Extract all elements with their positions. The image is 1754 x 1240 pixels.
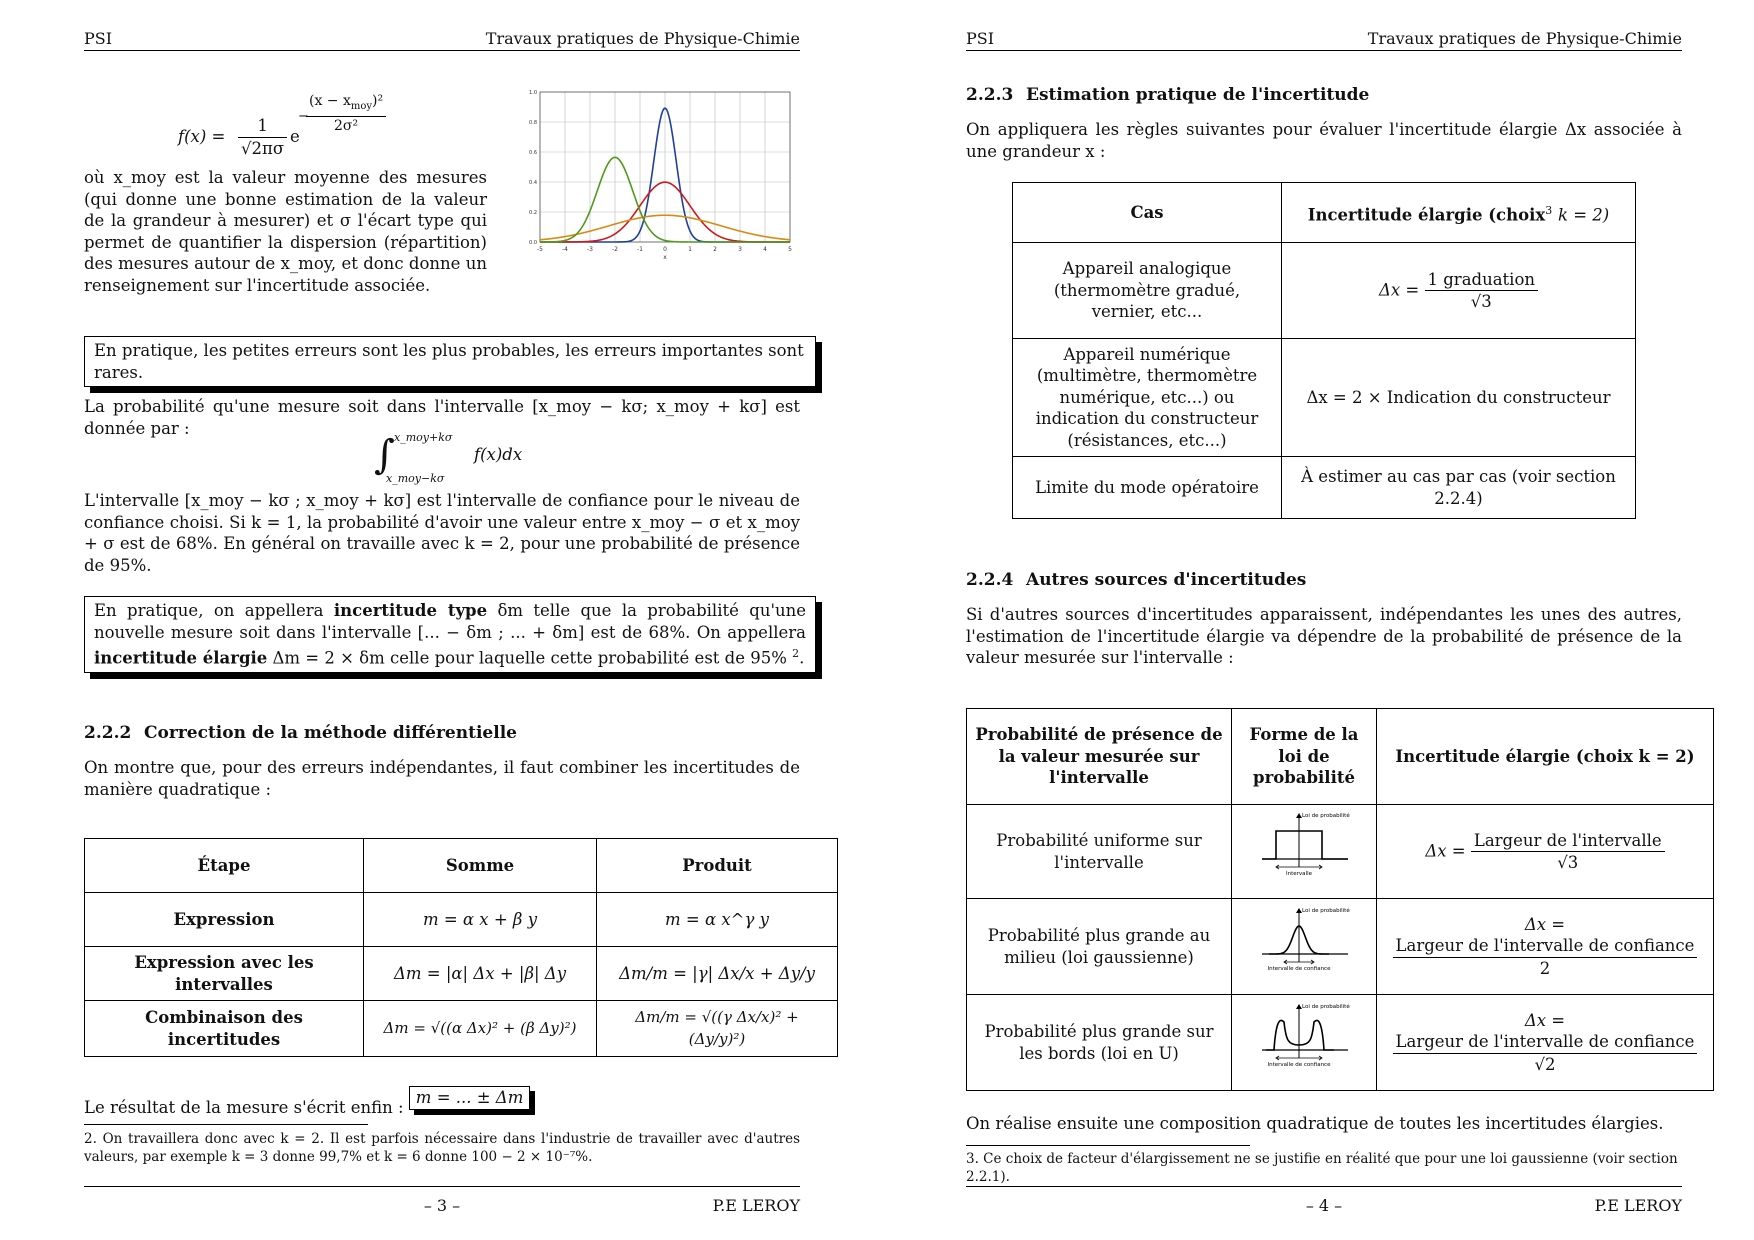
y-tick-label: 1.0 xyxy=(529,90,537,96)
table-cell: Expression xyxy=(85,893,364,947)
icon-top-label: Loi de probabilité xyxy=(1302,1003,1350,1010)
y-tick-label: 0.2 xyxy=(529,210,537,216)
table-row xyxy=(1013,183,1636,243)
running-foot xyxy=(84,1186,800,1215)
page-number: – 3 – xyxy=(423,1196,461,1215)
table-cell: À estimer au cas par cas (voir section 2.2.4) xyxy=(1282,457,1636,519)
table-cell: Δm = √((α Δx)² + (β Δy)²) xyxy=(364,1001,597,1057)
page-4 xyxy=(966,0,1695,1240)
table-header: Forme de la loi de probabilité xyxy=(1232,709,1377,805)
x-tick-label: -4 xyxy=(562,246,568,253)
icon-curve xyxy=(1266,1020,1334,1050)
formula-fraction: $\frac{1}{√2\pi\sigma}$ xyxy=(238,115,287,159)
footer-author: P.E LEROY xyxy=(712,1196,800,1215)
table-cell: Appareil numérique (multimètre, thermomètre numérique, etc...) ou indication du constructeur (résistances, etc...) xyxy=(1013,339,1282,457)
x-tick-label: 4 xyxy=(763,246,767,253)
exponent-fraction: $(x - x_{moy})^2$ 2σ² xyxy=(306,92,386,136)
x-tick-label: 1 xyxy=(688,246,692,253)
table-cell: Limite du mode opératoire xyxy=(1013,457,1282,519)
header-title: Travaux pratiques de Physique-Chimie xyxy=(485,29,800,48)
table-header: Incertitude élargie (choix k = 2) xyxy=(1377,709,1714,805)
table-cell: m = α x^γ y xyxy=(597,893,838,947)
rules-paragraph: On appliquera les règles suivantes pour évaluer l'incertitude élargie Δx associée à une grandeur x : xyxy=(966,120,1682,161)
table-cell: Δx = $\frac{\text{1 graduation}}{√3}$ xyxy=(1282,243,1636,339)
result-boxed: m = ... ± Δm xyxy=(409,1086,531,1110)
table-cell: m = α x + β y xyxy=(364,893,597,947)
y-tick-label: 0.8 xyxy=(529,120,537,126)
table-row xyxy=(967,805,1714,899)
table-cell: Probabilité uniforme sur l'intervalle xyxy=(967,805,1232,899)
table-cell: Δm = |α| Δx + |β| Δy xyxy=(364,947,597,1001)
x-tick-label: 2 xyxy=(713,246,717,253)
footer-author: P.E LEROY xyxy=(1594,1196,1682,1215)
combine-paragraph: On montre que, pour des erreurs indépendantes, il faut combiner les incertitudes de manière quadratique : xyxy=(84,758,800,799)
gaussian-distribution-icon xyxy=(1254,904,1354,984)
table-header: Produit xyxy=(597,839,838,893)
table-header: Probabilité de présence de la valeur mesurée sur l'intervalle xyxy=(967,709,1232,805)
header-title: Travaux pratiques de Physique-Chimie xyxy=(1367,29,1682,48)
icon-top-label: Loi de probabilité xyxy=(1302,907,1350,914)
other-sources-paragraph: Si d'autres sources d'incertitudes apparaissent, indépendantes les unes des autres, l'estimation de l'incertitude élargie va dépendre de la probabilité de présence de la valeur mesurée sur l'intervalle : xyxy=(966,605,1682,667)
table-row xyxy=(85,893,838,947)
footnote-rule xyxy=(84,1124,368,1125)
probability-paragraph: La probabilité qu'une mesure soit dans l'intervalle [x_moy − kσ; x_moy + kσ] est donnée par : xyxy=(84,397,800,438)
section-2-2-3-title: 2.2.3 Estimation pratique de l'incertitude xyxy=(966,85,1370,105)
note-box-uncertainty: En pratique, on appellera incertitude type δm telle que la probabilité qu'une nouvelle mesure soit dans l'intervalle [... − δm ; ... + δm] est de 68%. On appellera incertitude élargie Δm = 2 × δm celle pour laquelle cette probabilité est de 95% $^2$. xyxy=(84,596,816,673)
table-header: Étape xyxy=(85,839,364,893)
final-paragraph: On réalise ensuite une composition quadratique de toutes les incertitudes élargies. xyxy=(966,1114,1664,1133)
interval-paragraph: L'intervalle [x_moy − kσ ; x_moy + kσ] est l'intervalle de confiance pour le niveau de confiance choisi. Si k = 1, la probabilité d'avoir une valeur entre x_moy − σ et x_moy + σ est de 68%. En général on travaille avec k = 2, pour une probabilité de présence de 95%. xyxy=(84,491,800,575)
table-row xyxy=(967,995,1714,1091)
uniform-distribution-icon xyxy=(1254,809,1354,889)
icon-bottom-label: Intervalle de confiance xyxy=(1267,965,1331,972)
icon-bottom-label: Intervalle xyxy=(1286,870,1312,877)
table-header: Cas xyxy=(1013,183,1282,243)
y-tick-label: 0.6 xyxy=(529,150,537,156)
table-cell: Probabilité plus grande sur les bords (loi en U) xyxy=(967,995,1232,1091)
header-course: PSI xyxy=(966,29,995,48)
table-cell: Probabilité plus grande au milieu (loi gaussienne) xyxy=(967,899,1232,995)
running-foot xyxy=(966,1186,1682,1215)
gauss-paragraph: où x_moy est la valeur moyenne des mesures (qui donne une bonne estimation de la valeur de la grandeur à mesurer) et σ l'écart type qui permet de quantifier la dispersion (répartition) des mesures autour de x_moy, et donc donne un renseignement sur l'incertitude associée. xyxy=(84,168,487,295)
u-shaped-distribution-icon xyxy=(1254,1000,1354,1080)
table-header: Incertitude élargie (choix$^3$ k = 2) xyxy=(1282,183,1636,243)
table-cell: Combinaison des incertitudes xyxy=(85,1001,364,1057)
table-cell: Δm/m = √((γ Δx/x)² + (Δy/y)²) xyxy=(597,1001,838,1057)
table-cell: Δx = $\frac{\text{Largeur de l'intervalle}}{√3}$ xyxy=(1377,805,1714,899)
estimation-table xyxy=(1012,182,1636,519)
table-header: Somme xyxy=(364,839,597,893)
table-row xyxy=(85,839,838,893)
section-2-2-4-title: 2.2.4 Autres sources d'incertitudes xyxy=(966,570,1307,590)
table-cell: Δx = $\frac{\text{Largeur de l'intervalle de confiance}}{2}$ xyxy=(1377,899,1714,995)
x-tick-label: -2 xyxy=(612,246,618,253)
distribution-table xyxy=(966,708,1714,1091)
footnote-2: 2. On travaillera donc avec k = 2. Il est parfois nécessaire dans l'industrie de travailler avec d'autres valeurs, par exemple k = 3 donne 99,7% et k = 6 donne 100 − 2 × 10⁻⁷%. xyxy=(84,1131,800,1165)
footnote-3: 3. Ce choix de facteur d'élargissement ne se justifie en réalité que pour une loi gaussienne (voir section 2.2.1). xyxy=(966,1151,1678,1185)
result-line: Le résultat de la mesure s'écrit enfin : m = ... ± Δm xyxy=(84,1096,800,1120)
table-row xyxy=(85,1001,838,1057)
footnote-rule xyxy=(966,1145,1250,1146)
y-tick-label: 0.4 xyxy=(529,180,537,186)
table-cell: Expression avec les intervalles xyxy=(85,947,364,1001)
table-cell xyxy=(1232,899,1377,995)
x-tick-label: 5 xyxy=(788,246,792,253)
gauss-formula: f(x) = $\frac{1}{√2\pi\sigma}$ e − $(x - x_{moy})^2$ 2σ² xyxy=(178,96,478,156)
icon-top-label: Loi de probabilité xyxy=(1302,812,1350,819)
table-row xyxy=(967,899,1714,995)
page-number: – 4 – xyxy=(1305,1196,1343,1215)
combination-table xyxy=(84,838,838,1057)
x-axis-label: x xyxy=(663,254,667,261)
running-head xyxy=(966,28,1682,51)
table-row xyxy=(1013,339,1636,457)
y-tick-label: 0.0 xyxy=(529,240,537,246)
table-row xyxy=(1013,457,1636,519)
page-3 xyxy=(84,0,815,1240)
x-tick-label: -1 xyxy=(637,246,643,253)
table-cell xyxy=(1232,995,1377,1091)
note-box-errors: En pratique, les petites erreurs sont les plus probables, les erreurs importantes sont rares. xyxy=(84,336,816,387)
x-tick-label: 0 xyxy=(663,246,667,253)
x-tick-label: -5 xyxy=(537,246,543,253)
table-cell: Appareil analogique (thermomètre gradué, vernier, etc... xyxy=(1013,243,1282,339)
table-row xyxy=(85,947,838,1001)
x-tick-label: 3 xyxy=(738,246,742,253)
integral-formula: ∫ x_moy+kσ x_moy−kσ f(x)dx xyxy=(374,431,523,485)
x-tick-label: -3 xyxy=(587,246,593,253)
table-row xyxy=(1013,243,1636,339)
table-cell: Δx = 2 × Indication du constructeur xyxy=(1282,339,1636,457)
table-cell: Δm/m = |γ| Δx/x + Δy/y xyxy=(597,947,838,1001)
header-course: PSI xyxy=(84,29,113,48)
table-cell xyxy=(1232,805,1377,899)
icon-bottom-label: Intervalle de confiance xyxy=(1267,1061,1331,1068)
table-row xyxy=(967,709,1714,805)
running-head xyxy=(84,28,800,51)
icon-curve xyxy=(1262,831,1348,859)
section-2-2-2-title: 2.2.2 Correction de la méthode différentielle xyxy=(84,723,517,743)
table-cell: Δx = $\frac{\text{Largeur de l'intervalle de confiance}}{√2}$ xyxy=(1377,995,1714,1091)
gaussian-distribution-chart xyxy=(524,88,800,268)
